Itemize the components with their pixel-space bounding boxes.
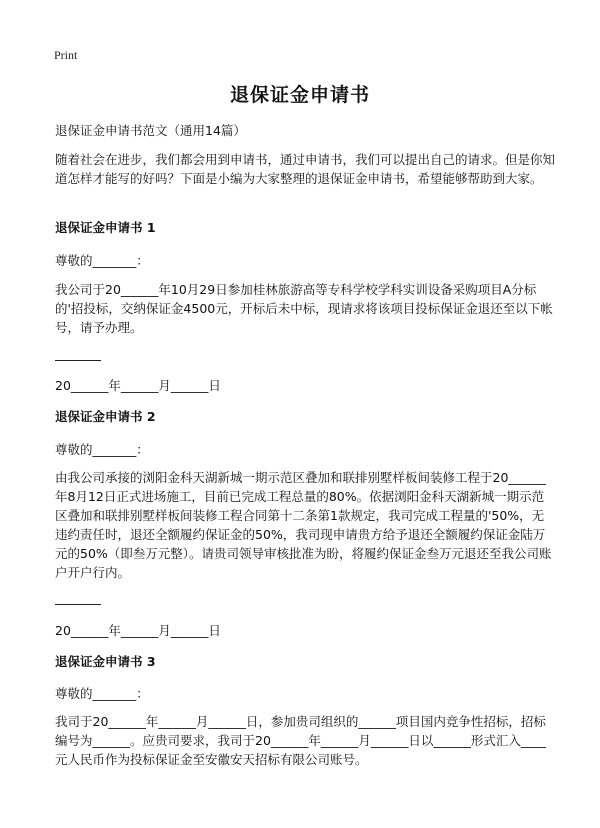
salutation: 尊敬的_______： xyxy=(55,253,149,268)
section-body: 我司于20______年______月______日，参加贵司组织的______项目国内竞争性招标，招标编号为______。应贵司要求，我司于20______年______月______日以______形式汇入____元人民币作为投标保证金至安徽安天招标有限公司账号。 xyxy=(55,714,546,767)
section-heading: 退保证金申请书 1 xyxy=(55,220,156,235)
signature-line xyxy=(55,360,101,361)
date-line: 20______年______月______日 xyxy=(55,378,221,393)
print-link[interactable]: Print xyxy=(54,48,78,62)
section-body: 我公司于20______年10月29日参加桂林旅游高等专科学校学科实训设备采购项目A分标的'招投标，交纳保证金4500元，开标后未中标，现请求将该项目投标保证金退还至以下帐号，请予办理。 xyxy=(55,282,553,335)
salutation: 尊敬的_______： xyxy=(55,686,149,701)
intro-paragraph: 随着社会在进步，我们都会用到申请书，通过申请书，我们可以提出自己的请求。但是你知道怎样才能写的好吗？下面是小编为大家整理的退保证金申请书，希望能够帮助到大家。 xyxy=(55,152,556,186)
document-subtitle: 退保证金申请书范文（通用14篇） xyxy=(55,123,246,138)
date-line: 20______年______月______日 xyxy=(55,623,221,638)
document-title: 退保证金申请书 xyxy=(229,84,370,106)
salutation: 尊敬的_______： xyxy=(55,442,149,457)
section-heading: 退保证金申请书 3 xyxy=(55,654,156,669)
section-heading: 退保证金申请书 2 xyxy=(55,409,156,424)
signature-line xyxy=(55,604,101,605)
section-body: 由我公司承接的浏阳金科天湖新城一期示范区叠加和联排别墅样板间装修工程于20______年8月12日正式进场施工，目前已完成工程总量的80%。依据浏阳金科天湖新城一期示范区叠加和联排别墅样板间装修工程合同第十二条第1款规定，我司完成工程量的'50%，无违约责任时，退还全额履约保证金的50%，我司现申请贵方给予退还全额履约保证金陆万元的50%（即叁万元整）。请贵司领导审核批准为盼，将履约保证金叁万元退还至我公司账户开户行内。 xyxy=(55,470,552,580)
